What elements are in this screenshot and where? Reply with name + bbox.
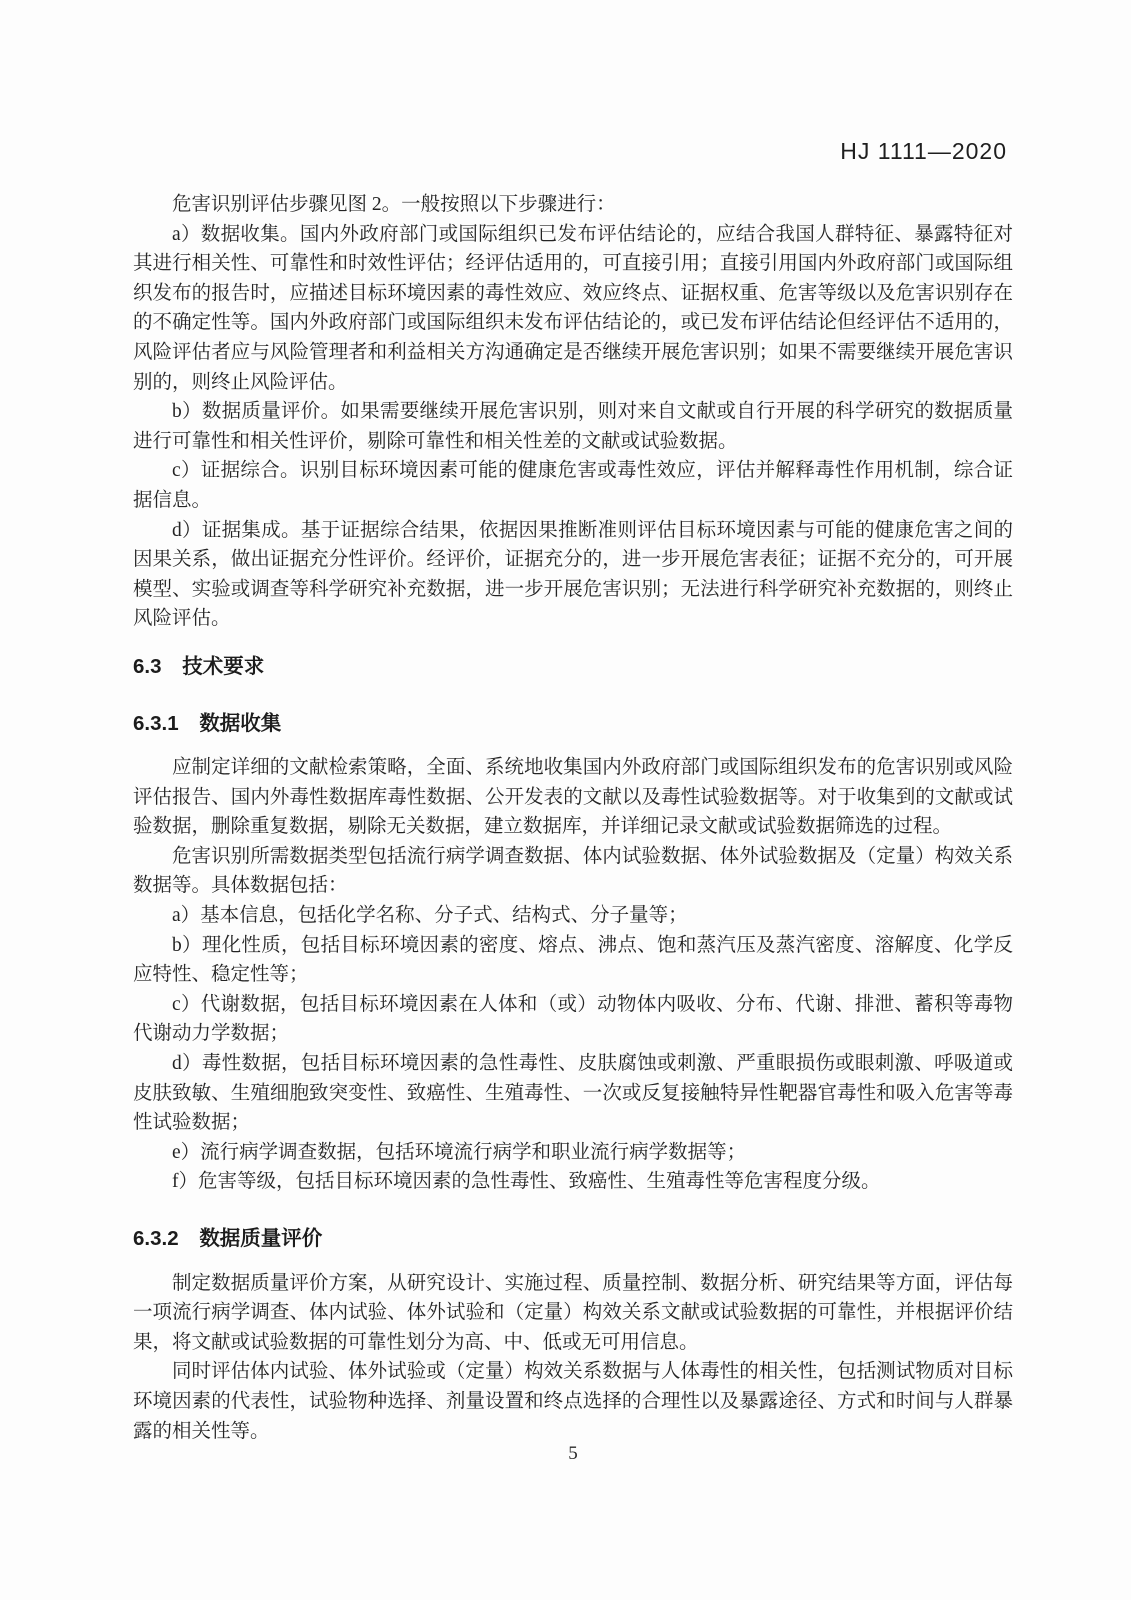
section-title-6-3: 技术要求: [182, 654, 265, 678]
paragraph-step-a: a）数据收集。国内外政府部门或国际组织已发布评估结论的，应结合我国人群特征、暴露特征对其进行相关性、可靠性和时效性评估；经评估适用的，可直接引用；直接引用国内外政府部门或国际组织发布的报告时，应描述目标环境因素的毒性效应、效应终点、证据权重、危害等级以及危害识别存在的不确定性等。国内外政府部门或国际组织未发布评估结论的，或已发布评估结论但经评估不适用的，风险评估者应与风险管理者和利益相关方沟通确定是否继续开展危害识别；如果不需要继续开展危害识别的，则终止风险评估。: [133, 223, 1013, 393]
list-item-epidemiology: e）流行病学调查数据，包括环境流行病学和职业流行病学数据等；: [172, 1141, 747, 1163]
paragraph-step-b: b）数据质量评价。如果需要继续开展危害识别，则对来自文献或自行开展的科学研究的数据质量进行可靠性和相关性评价，剔除可靠性和相关性差的文献或试验数据。: [133, 401, 1013, 452]
section-heading-6-3-1: [133, 709, 1013, 739]
section-title-6-3-2: 数据质量评价: [199, 1227, 323, 1250]
page-header: [0, 138, 1007, 165]
section-heading-6-3-2: [133, 1224, 1013, 1254]
paragraph-step-d: d）证据集成。基于证据综合结果，依据因果推断准则评估目标环境因素与可能的健康危害之间的因果关系，做出证据充分性评价。经评价，证据充分的，进一步开展危害表征；证据不充分的，可开展模型、实验或调查等科学研究补充数据，进一步开展危害识别；无法进行科学研究补充数据的，则终止风险评估。: [133, 519, 1013, 630]
list-item-toxicity: d）毒性数据，包括目标环境因素的急性毒性、皮肤腐蚀或刺激、严重眼损伤或眼刺激、呼吸道或皮肤致敏、生殖细胞致突变性、致癌性、生殖毒性、一次或反复接触特异性靶器官毒性和吸入危害等毒性试验数据；: [133, 1053, 1013, 1134]
section-heading-6-3: [133, 652, 1013, 682]
list-item-physicochemical: b）理化性质，包括目标环境因素的密度、熔点、沸点、饱和蒸汽压及蒸汽密度、溶解度、化学反应特性、稳定性等；: [133, 934, 1013, 986]
paragraph-step-c: c）证据综合。识别目标环境因素可能的健康危害或毒性效应，评估并解释毒性作用机制，综合证据信息。: [133, 460, 1013, 511]
section-number-6-3-1: 6.3.1: [133, 711, 179, 735]
section-title-6-3-1: 数据收集: [199, 711, 282, 735]
paragraph-6-3-2-relevance: 同时评估体内试验、体外试验或（定量）构效关系数据与人体毒性的相关性，包括测试物质对目标环境因素的代表性，试验物种选择、剂量设置和终点选择的合理性以及暴露途径、方式和时间与人群暴露的相关性等。: [133, 1361, 1013, 1442]
page-footer: [133, 1443, 1013, 1465]
section-number-6-3-2: 6.3.2: [133, 1227, 179, 1250]
paragraph-6-3-1-literature-search: 应制定详细的文献检索策略，全面、系统地收集国内外政府部门或国际组织发布的危害识别或风险评估报告、国内外毒性数据库毒性数据、公开发表的文献以及毒性试验数据等。对于收集到的文献或试验数据，删除重复数据，剔除无关数据，建立数据库，并详细记录文献或试验数据筛选的过程。: [133, 757, 1013, 838]
standard-code: HJ 1111—2020: [840, 138, 1007, 164]
list-item-basic-info: a）基本信息，包括化学名称、分子式、结构式、分子量等；: [172, 905, 688, 927]
paragraph-6-3-2-reliability: 制定数据质量评价方案，从研究设计、实施过程、质量控制、数据分析、研究结果等方面，评估每一项流行病学调查、体内试验、体外试验和（定量）构效关系文献或试验数据的可靠性，并根据评价结果，将文献或试验数据的可靠性划分为高、中、低或无可用信息。: [133, 1272, 1013, 1353]
paragraph-intro: 危害识别评估步骤见图 2。一般按照以下步骤进行：: [172, 194, 616, 215]
list-item-hazard-grade: f）危害等级，包括目标环境因素的急性毒性、致癌性、生殖毒性等危害程度分级。: [172, 1171, 881, 1193]
paragraph-6-3-1-data-types: 危害识别所需数据类型包括流行病学调查数据、体内试验数据、体外试验数据及（定量）构效关系数据等。具体数据包括：: [133, 845, 1013, 897]
document-body: [133, 190, 1013, 1446]
section-number-6-3: 6.3: [133, 654, 162, 678]
page-number: 5: [568, 1443, 578, 1464]
list-item-metabolism: c）代谢数据，包括目标环境因素在人体和（或）动物体内吸收、分布、代谢、排泄、蓄积等毒物代谢动力学数据；: [133, 993, 1013, 1045]
